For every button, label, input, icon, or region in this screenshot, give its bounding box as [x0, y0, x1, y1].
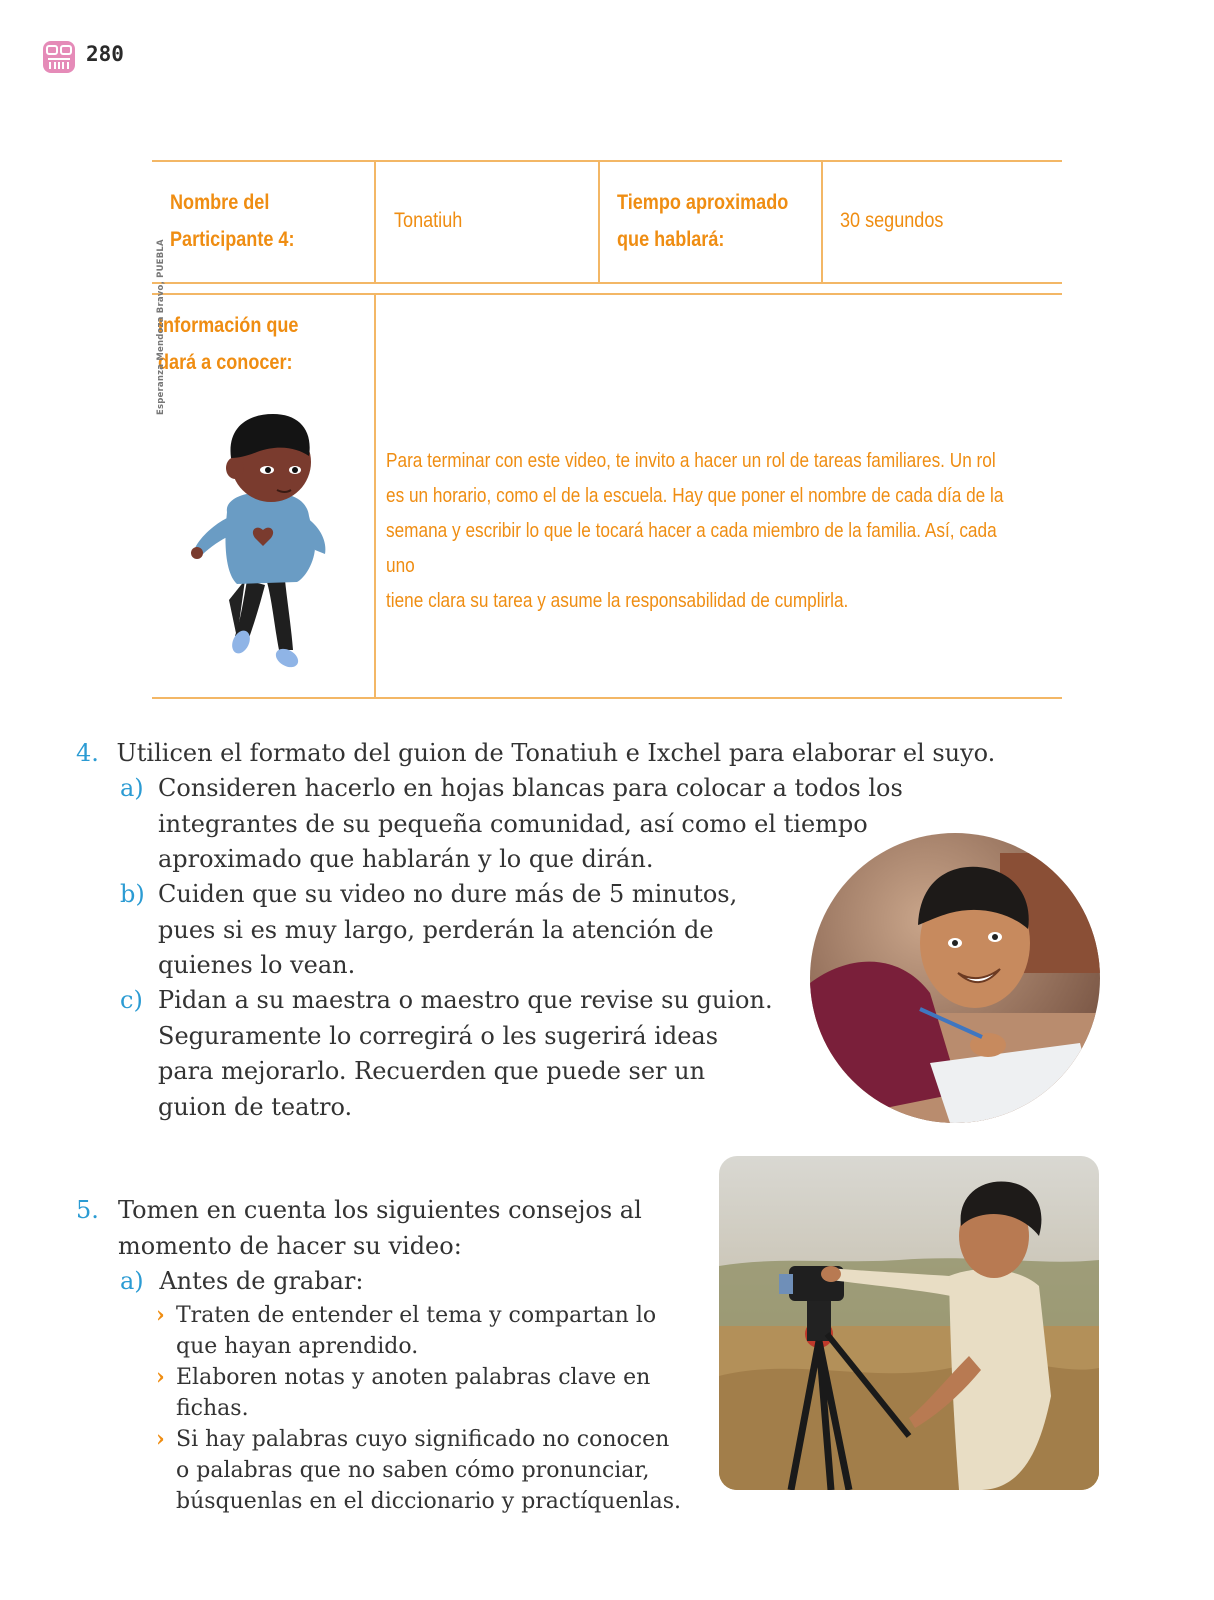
time-label: Tiempo aproximado que hablará:	[617, 191, 789, 251]
photo-boy-camera	[719, 1156, 1099, 1490]
step-4-text: 4. Utilicen el formato del guion de Tonatiuh e Ixchel para elaborar el suyo.	[76, 739, 996, 767]
info-label: Información que dará a conocer:	[158, 314, 299, 374]
step-4-item-b: b) Cuiden que su video no dure más de 5 minutos, pues si es muy largo, perderán la atención de quienes lo vean.	[120, 880, 738, 979]
info-text: Para terminar con este video, te invito a hacer un rol de tareas familiares. Un rol es un horario, como el de la escuela. Hay que poner el nombre de cada día de la semana y escribir lo que le tocará hacer a cada miembro de la familia. Así, cada uno tiene clara su tarea y asume la responsabilidad de cumplirla.	[386, 449, 1004, 612]
illustration-credit: Esperanza Mendoza Bravo, PUEBLA	[156, 239, 166, 415]
photo-boy-writing	[810, 833, 1100, 1123]
step-4-item-a: a) Consideren hacerlo en hojas blancas para colocar a todos los integrantes de su pequeña comunidad, así como el tiempo aproximado que hablarán y lo que dirán.	[120, 774, 903, 873]
tip-2: › Elaboren notas y anoten palabras clave en fichas.	[156, 1364, 651, 1421]
participant-label: Nombre del Participante 4:	[170, 191, 295, 251]
participant-name: Tonatiuh	[394, 209, 463, 232]
step-4-item-c: c) Pidan a su maestra o maestro que revise su guion. Seguramente lo corregirá o les sugerirá ideas para mejorarlo. Recuerden que puede ser un guion de teatro.	[120, 986, 773, 1121]
step-5-text: 5. Tomen en cuenta los siguientes consejos al momento de hacer su video:	[76, 1196, 642, 1260]
child-illustration	[187, 400, 337, 670]
time-value: 30 segundos	[840, 209, 944, 232]
tip-3: › Si hay palabras cuyo significado no conocen o palabras que no saben cómo pronunciar, búsquenlas en el diccionario y practíquenlas.	[156, 1426, 681, 1514]
step-5-number: 5.	[76, 1196, 99, 1224]
glyph-logo-icon	[42, 40, 76, 74]
step-5-item-a: a) Antes de grabar:	[120, 1267, 364, 1295]
tip-1: › Traten de entender el tema y compartan lo que hayan aprendido.	[156, 1302, 657, 1359]
step-4-number: 4.	[76, 739, 99, 767]
page-number: 280	[86, 42, 124, 66]
